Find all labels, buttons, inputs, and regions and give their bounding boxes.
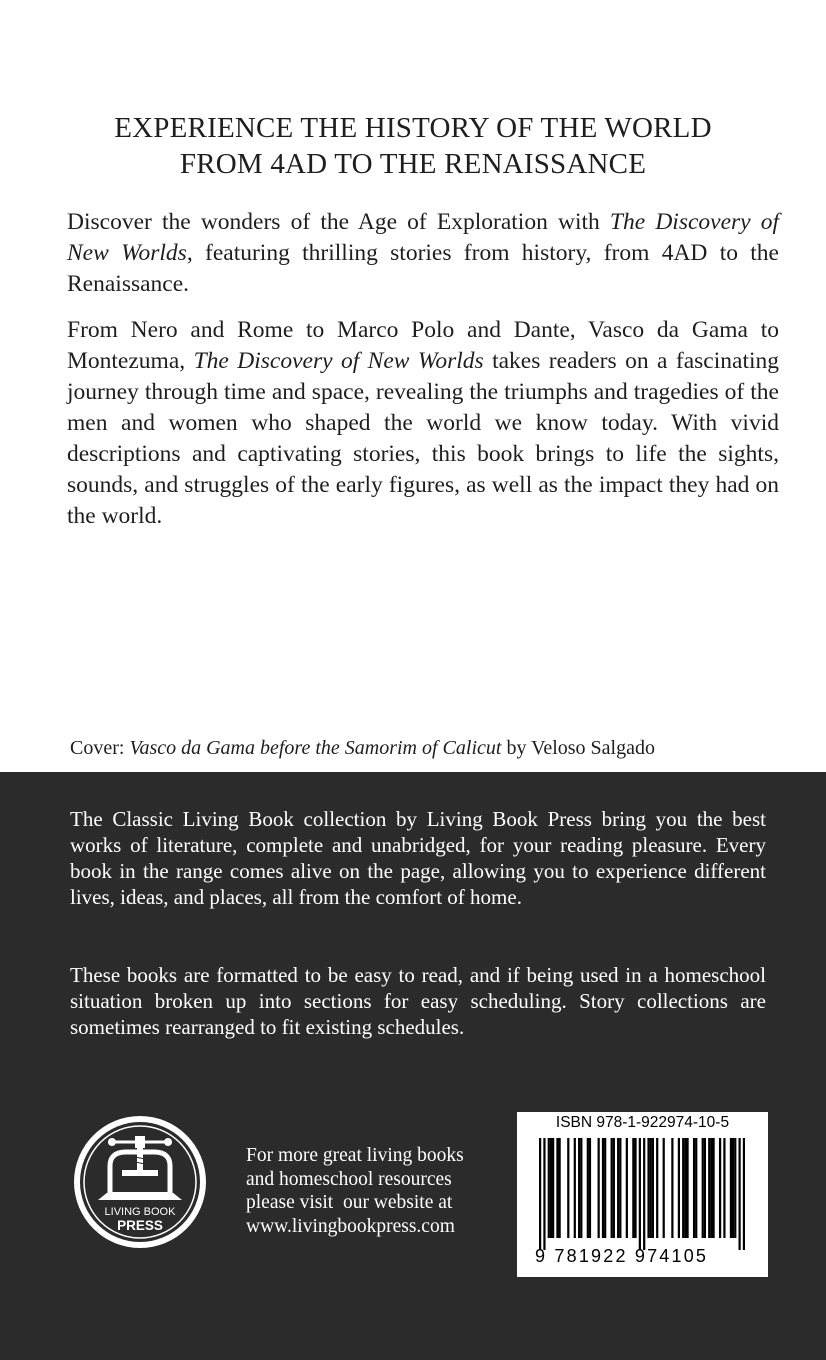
isbn-barcode: [517, 1112, 768, 1277]
book-title: The Discovery of New Worlds: [67, 209, 780, 266]
barcode-bar: [686, 1138, 688, 1238]
logo-line-2: PRESS: [117, 1218, 163, 1233]
cover-credit: Cover: Vasco da Gama before the Samorim of Calicut by Veloso Salgado: [70, 737, 655, 759]
barcode-bar: [626, 1138, 628, 1238]
barcode-bar: [587, 1138, 589, 1238]
cover-artwork-title: Vasco da Gama before the Samorim of Calicut: [129, 737, 502, 759]
barcode-bar: [611, 1138, 613, 1238]
barcode-bar: [617, 1138, 619, 1238]
barcode-bar: [559, 1138, 561, 1238]
barcode-bar: [693, 1138, 695, 1238]
barcode-bar: [543, 1138, 545, 1250]
barcode-bar: [589, 1138, 591, 1238]
logo-line-1: LIVING BOOK: [104, 1206, 176, 1218]
barcode-bar: [710, 1138, 712, 1238]
barcode-bar: [684, 1138, 686, 1238]
barcode-bar: [578, 1138, 580, 1238]
heading-line-2: FROM 4AD TO THE RENAISSANCE: [179, 148, 647, 180]
barcode-bar: [743, 1138, 745, 1250]
barcode-bar: [539, 1138, 541, 1250]
barcode-bar: [598, 1138, 600, 1238]
book-press-icon: [72, 1114, 208, 1250]
barcode-bar: [602, 1138, 604, 1238]
barcode-bar: [567, 1138, 569, 1238]
barcode-bar: [656, 1138, 658, 1238]
barcode-bar: [723, 1138, 725, 1238]
isbn-label: ISBN 978-1-922974-10-5: [555, 1114, 730, 1131]
barcode-bar: [652, 1138, 654, 1238]
barcode-bars: [539, 1138, 745, 1250]
barcode-bar: [712, 1138, 714, 1238]
barcode-bar: [695, 1138, 697, 1238]
barcode-bar: [647, 1138, 649, 1238]
collection-paragraph: The Classic Living Book collection by Living Book Press bring you the best works of literature, complete and unabridged, for your reading pleasure. Every book in the range comes alive on the page, allowing you to experience different lives, ideas, and places, all from the comfort of home.: [70, 807, 766, 909]
barcode-bar: [734, 1138, 736, 1238]
heading-line-1: EXPERIENCE THE HISTORY OF THE WORLD: [114, 112, 712, 144]
book-title: The Discovery of New Worlds: [193, 348, 484, 374]
barcode-bar: [702, 1138, 704, 1238]
barcode-bar: [663, 1138, 665, 1238]
barcode-bar: [738, 1138, 740, 1250]
barcode-bar: [634, 1138, 636, 1238]
barcode-bar: [678, 1138, 680, 1238]
barcode-bar: [552, 1138, 554, 1238]
barcode-bar: [580, 1138, 582, 1238]
description-paragraph: From Nero and Rome to Marco Polo and Dante, Vasco da Gama to Montezuma, The Discovery of New Worlds takes readers on a fascinating journey through time and space, revealing the triumphs and tragedies of the men and women who shaped the world we know today. With vivid descriptions and captivating stories, this book brings to life the sights, sounds, and struggles of the early figures, as well as the impact they had on the world.: [67, 317, 779, 529]
barcode-bar: [639, 1138, 641, 1250]
barcode-bar: [708, 1138, 710, 1238]
barcode-bar: [671, 1138, 673, 1238]
barcode-bar: [732, 1138, 734, 1238]
barcode-bar: [719, 1138, 721, 1238]
barcode-bar: [550, 1138, 552, 1238]
cover-heading: [0, 110, 826, 182]
barcode-bar: [650, 1138, 652, 1238]
intro-paragraph: Discover the wonders of the Age of Exploration with The Discovery of New Worlds, featuring thrilling stories from history, from 4AD to the Renaissance.: [67, 209, 780, 297]
format-paragraph: These books are formatted to be easy to read, and if being used in a homeschool situation broken up into sections for easy scheduling. Story collections are sometimes rearranged to fit existing schedules.: [70, 963, 766, 1039]
barcode-bar: [556, 1138, 558, 1238]
barcode-bar: [632, 1138, 634, 1238]
website-url[interactable]: www.livingbookpress.com: [246, 1215, 455, 1237]
barcode-bar: [643, 1138, 645, 1250]
barcode-bar: [548, 1138, 550, 1238]
back-cover-bottom-panel: [0, 772, 826, 1360]
website-note: For more great living books and homeschool resources please visit our website at www.livingbookpress.com: [246, 1144, 492, 1238]
barcode-bar: [730, 1138, 732, 1238]
barcode-bar: [704, 1138, 706, 1238]
barcode-bar: [604, 1138, 606, 1238]
barcode-bar: [682, 1138, 684, 1238]
barcode-digits: 9 781922 974105: [535, 1246, 709, 1266]
barcode-bar: [619, 1138, 621, 1238]
barcode-bar: [574, 1138, 576, 1238]
barcode-bar: [613, 1138, 615, 1238]
